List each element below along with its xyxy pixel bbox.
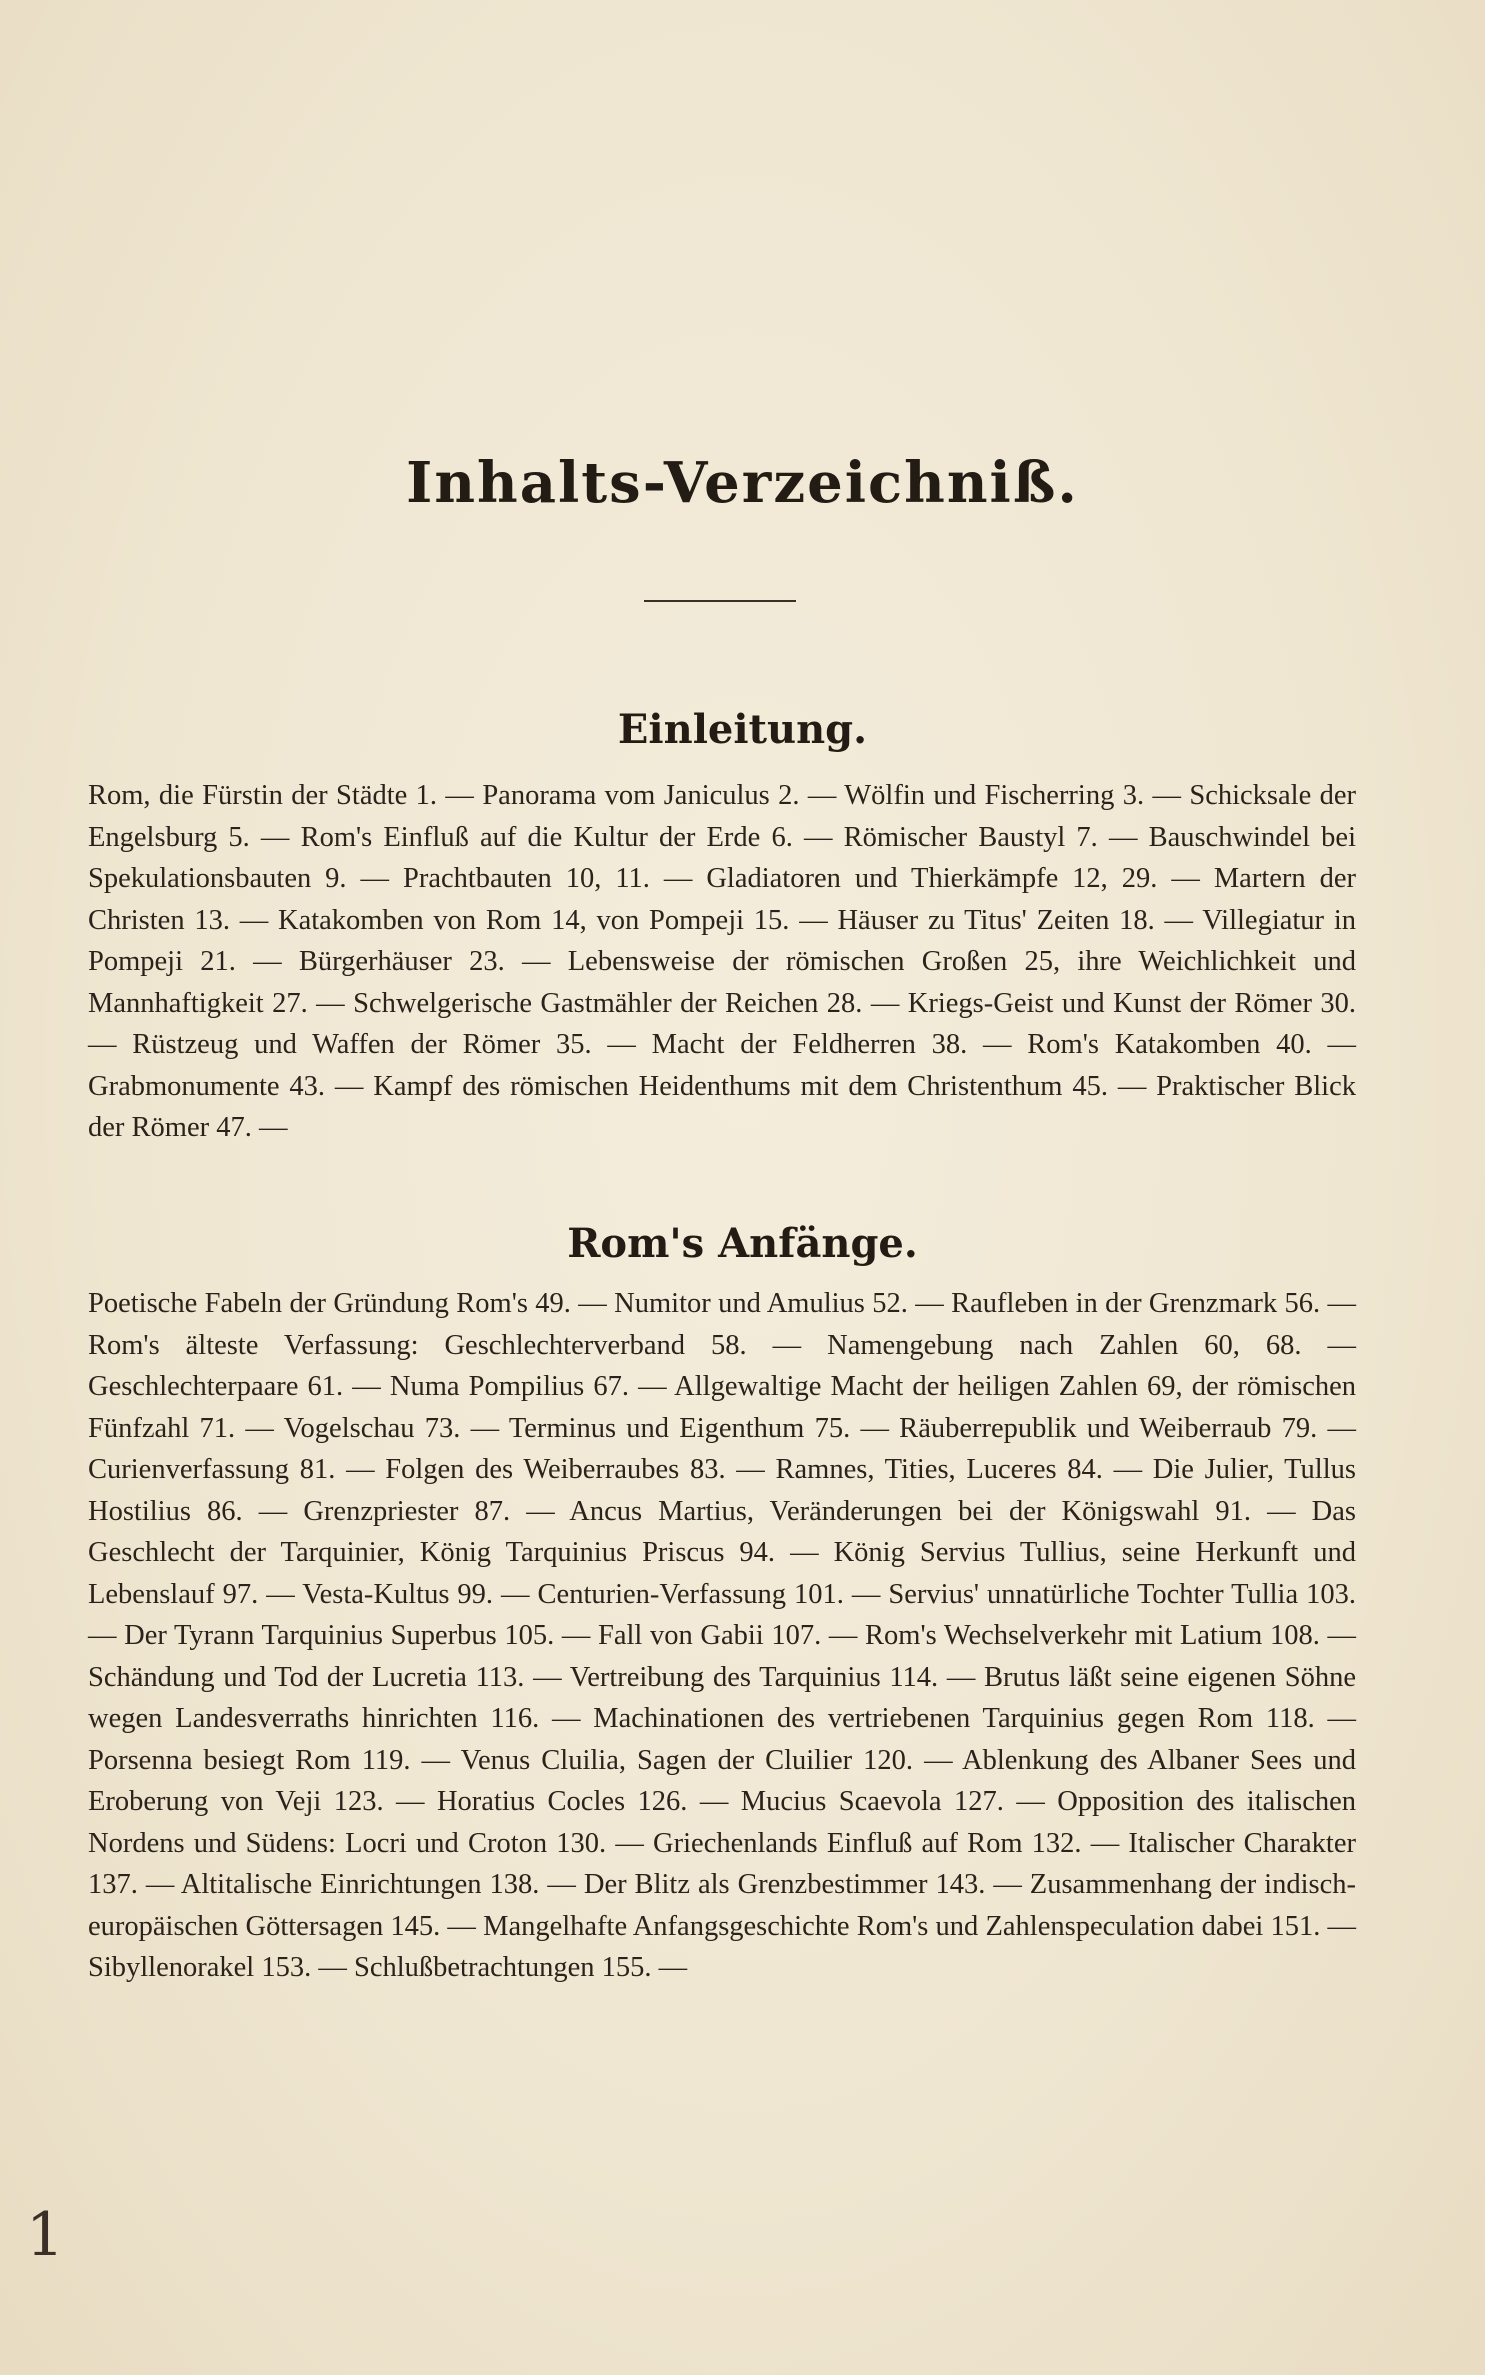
title-rule [644,600,796,602]
section-heading-einleitung: Einleitung. [617,706,868,753]
page-title: Inhalts-Verzeichniß. [406,450,1079,516]
section-text-roms-anfaenge: Poetische Fabeln der Gründung Rom's 49. — Numitor und Amulius 52. — Raufleben in der Grenzmark 56. — Rom's älteste Verfassung: Geschlechterverband 58. — Namengebung nach Zahlen 60, 68. — Geschlechterpaare 61. — Numa Pompilius 67. — Allgewaltige Macht der heiligen Zahlen 69, der römischen Fünfzahl 71. — Vogelschau 73. — Terminus und Eigenthum 75. — Räuberrepublik und Weiberraub 79. — Curienverfassung 81. — Folgen des Weiberraubes 83. — Ramnes, Tities, Luceres 84. — Die Julier, Tullus Hostilius 86. — Grenzpriester 87. — Ancus Martius, Veränderungen bei der Königswahl 91. — Das Geschlecht der Tarquinier, König Tarquinius Priscus 94. — König Servius Tullius, seine Herkunft und Lebenslauf 97. — Vesta-Kultus 99. — Centurien-Verfassung 101. — Servius' unnatürliche Tochter Tullia 103. — Der Tyrann Tarquinius Superbus 105. — Fall von Gabii 107. — Rom's Wechselverkehr mit Latium 108. — Schändung und Tod der Lucretia 113. — Vertreibung des Tarquinius 114. — Brutus läßt seine eigenen Söhne wegen Landesverraths hinrichten 116. — Machinationen des vertriebenen Tarquinius gegen Rom 118. — Porsenna besiegt Rom 119. — Venus Cluilia, Sagen der Cluilier 120. — Ablenkung des Albaner Sees und Eroberung von Veji 123. — Horatius Cocles 126. — Mucius Scaevola 127. — Opposition des italischen Nordens und Südens: Locri und Croton 130. — Griechenlands Einfluß auf Rom 132. — Italischer Charakter 137. — Altitalische Einrichtungen 138. — Der Blitz als Grenzbestimmer 143. — Zusammenhang der indisch-europäischen Göttersagen 145. — Mangelhafte Anfangsgeschichte Rom's und Zahlenspeculation dabei 151. — Sibyllenorakel 153. — Schlußbetrachtungen 155. — [88,1288,1356,1983]
section-text-einleitung: Rom, die Fürstin der Städte 1. — Panorama vom Janiculus 2. — Wölfin und Fischerring 3. — Schicksale der Engelsburg 5. — Rom's Einfluß auf die Kultur der Erde 6. — Römischer Baustyl 7. — Bauschwindel bei Spekulationsbauten 9. — Prachtbauten 10, 11. — Gladiatoren und Thierkämpfe 12, 29. — Martern der Christen 13. — Katakomben von Rom 14, von Pompeji 15. — Häuser zu Titus' Zeiten 18. — Villegiatur in Pompeji 21. — Bürgerhäuser 23. — Lebensweise der römischen Großen 25, ihre Weichlichkeit und Mannhaftigkeit 27. — Schwelgerische Gastmähler der Reichen 28. — Kriegs-Geist und Kunst der Römer 30. — Rüstzeug und Waffen der Römer 35. — Macht der Feldherren 38. — Rom's Katakomben 40. — Grabmonumente 43. — Kampf des römischen Heidenthums mit dem Christenthum 45. — Praktischer Blick der Römer 47. — [88,780,1356,1143]
section-heading-roms-anfaenge: Rom's Anfänge. [567,1220,918,1267]
signature-mark: 1 [26,2200,65,2270]
